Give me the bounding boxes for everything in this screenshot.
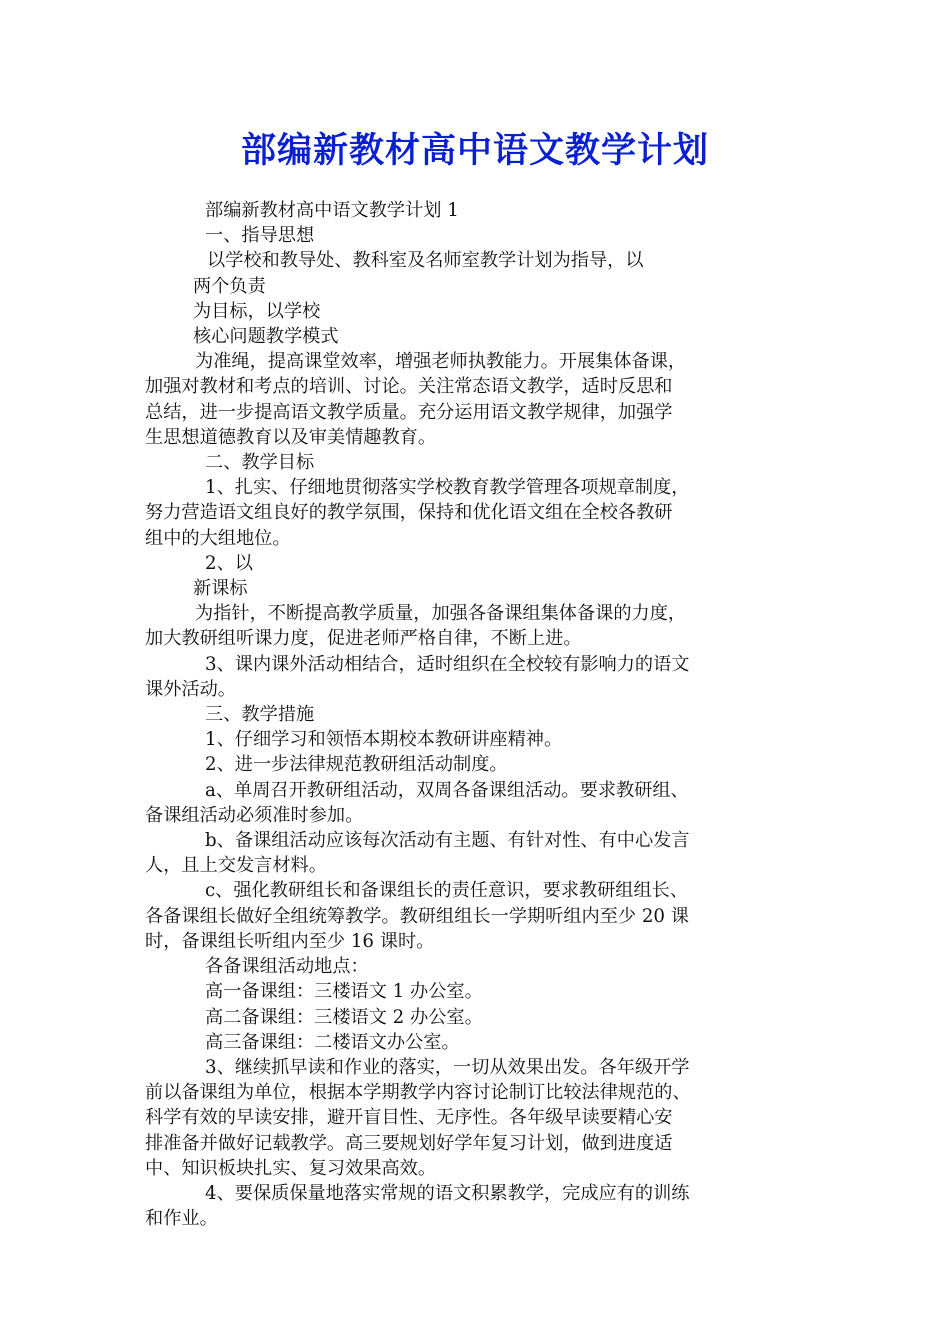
- paragraph-line: 组中的大组地位。: [145, 527, 291, 549]
- paragraph-line: 排准备并做好记载教学。高三要规划好学年复习计划，做到进度适: [145, 1132, 673, 1154]
- paragraph-line: 高三备课组：二楼语文办公室。: [205, 1031, 460, 1053]
- document-body: [145, 198, 807, 1231]
- paragraph-line: 4、要保质保量地落实常规的语文积累教学，完成应有的训练: [205, 1182, 690, 1204]
- paragraph-line: b、备课组活动应该每次活动有主题、有针对性、有中心发言: [205, 830, 690, 852]
- subtitle-line: 部编新教材高中语文教学计划 1: [205, 200, 459, 221]
- paragraph-line: 为准绳，提高课堂效率，增强老师执教能力。开展集体备课，: [195, 351, 687, 373]
- paragraph-line: 前以备课组为单位，根据本学期教学内容讨论制订比较法律规范的、: [145, 1082, 691, 1104]
- paragraph-line: 备课组活动必须准时参加。: [145, 804, 364, 826]
- paragraph-line: 3、继续抓早读和作业的落实，一切从效果出发。各年级开学: [205, 1056, 690, 1078]
- paragraph-line: 课外活动。: [145, 678, 236, 700]
- paragraph-line: 核心问题教学模式: [193, 326, 339, 348]
- paragraph-line: 两个负责: [193, 275, 266, 297]
- paragraph-line: 总结，进一步提高语文教学质量。充分运用语文教学规律，加强学: [145, 401, 673, 423]
- paragraph-line: 高一备课组：三楼语文 1 办公室。: [205, 981, 483, 1003]
- paragraph-line: 生思想道德教育以及审美情趣教育。: [145, 426, 437, 448]
- paragraph-line: 加大教研组听课力度，促进老师严格自律，不断上进。: [145, 628, 582, 650]
- paragraph-line: 科学有效的早读安排，避开盲目性、无序性。各年级早读要精心安: [145, 1107, 673, 1129]
- paragraph-line: 为目标，以学校: [193, 300, 321, 322]
- paragraph-line: 2、以: [205, 552, 253, 574]
- section-heading-2: 二、教学目标: [205, 452, 315, 474]
- document-title: 部编新教材高中语文教学计划: [240, 130, 709, 171]
- paragraph-line: c、强化教研组长和备课组长的责任意识，要求教研组组长、: [205, 880, 689, 902]
- paragraph-line: 加强对教材和考点的培训、讨论。关注常态语文教学，适时反思和: [145, 376, 673, 398]
- paragraph-line: 人，且上交发言材料。: [145, 855, 327, 877]
- paragraph-line: 3、课内课外活动相结合，适时组织在全校较有影响力的语文: [205, 653, 690, 675]
- paragraph-line: 2、进一步法律规范教研组活动制度。: [205, 754, 508, 776]
- paragraph-line: 1、仔细学习和领悟本期校本教研讲座精神。: [205, 729, 563, 751]
- section-heading-1: 一、指导思想: [205, 225, 315, 247]
- paragraph-line: 中、知识板块扎实、复习效果高效。: [145, 1157, 437, 1179]
- section-heading-3: 三、教学措施: [205, 704, 315, 726]
- paragraph-line: 各备课组活动地点：: [205, 956, 369, 978]
- paragraph-line: 努力营造语文组良好的教学氛围，保持和优化语文组在全校各教研: [145, 502, 673, 524]
- paragraph-line: a、单周召开教研组活动，双周各备课组活动。要求教研组、: [205, 779, 689, 801]
- paragraph-line: 时，备课组长听组内至少 16 课时。: [145, 930, 435, 952]
- paragraph-line: 高二备课组：三楼语文 2 办公室。: [205, 1006, 483, 1028]
- paragraph-line: 新课标: [193, 578, 248, 600]
- paragraph-line: 以学校和教导处、教科室及名师室教学计划为指导，以: [207, 250, 644, 272]
- paragraph-line: 和作业。: [145, 1208, 218, 1230]
- paragraph-line: 各备课组长做好全组统筹教学。教研组组长一学期听组内至少 20 课: [145, 905, 689, 927]
- paragraph-line: 1、扎实、仔细地贯彻落实学校教育教学管理各项规章制度，: [205, 477, 690, 499]
- paragraph-line: 为指针，不断提高教学质量，加强各备课组集体备课的力度，: [195, 603, 687, 625]
